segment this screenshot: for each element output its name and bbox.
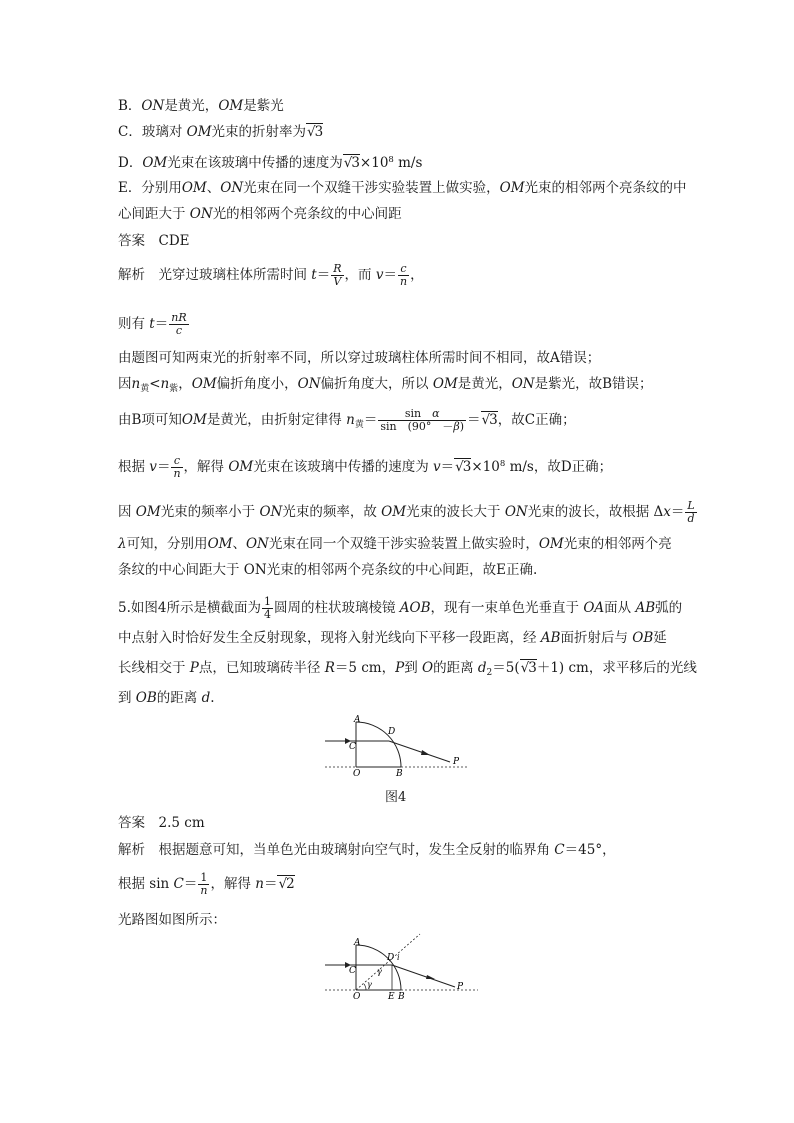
label-gamma-1: γ xyxy=(377,967,382,976)
answer-1: 答案 CDE xyxy=(118,233,190,249)
label-i: i xyxy=(397,953,400,962)
label-e: E xyxy=(388,992,395,1002)
figure-caption: 图4 xyxy=(385,790,407,805)
label-d: D xyxy=(388,727,396,737)
label-o: O xyxy=(353,769,361,779)
option-b: B．ON是黄光，OM是紫光 xyxy=(118,98,284,114)
label-b: B xyxy=(396,769,403,779)
arrow-head-2 xyxy=(421,750,430,755)
label-a: A xyxy=(354,715,361,725)
option-c: C．玻璃对 OM光束的折射率为√ 3 xyxy=(118,122,323,142)
label-gamma-2: γ xyxy=(367,980,372,989)
figure-4 xyxy=(320,712,470,780)
answer-2: 答案 2.5 cm xyxy=(118,815,205,831)
label-c: C xyxy=(349,966,356,976)
question-5-line3: 长线相交于 P点，已知玻璃砖半径 R＝5 cm，P到 O的距离 $d_2=5(√$ 3＋1) cm，求平移后的光线 xyxy=(118,658,697,683)
refracted-ray xyxy=(392,965,455,987)
label-c: C xyxy=(349,742,356,752)
analysis-f: λ可知，分别用OM、ON光束在同一个双缝干涉实验装置上做实验时，OM光束的相邻两个亮 xyxy=(118,536,672,552)
label-p: P xyxy=(453,757,460,767)
label-o: O xyxy=(353,992,361,1002)
arrow-head-2 xyxy=(426,975,435,979)
analysis-2-line3: 光路图如图所示： xyxy=(118,912,226,928)
analysis-d: 根据 v＝ $\frac{c}{n}$ ，解得 OM光束在该玻璃中传播的速度为 v＝√ $3\times 10^8$ m/s，故D正确； xyxy=(118,454,612,480)
analysis-a: 由题图可知两束光的折射率不同，所以穿过玻璃柱体所需时间不相同，故A错误； xyxy=(118,350,601,366)
option-e-line2: 心间距大于 ON光的相邻两个亮条纹的中心间距 xyxy=(118,206,402,222)
analysis-2-line1: 解析 根据题意可知，当单色光由玻璃射向空气时，发生全反射的临界角 C＝45°， xyxy=(118,842,616,858)
label-d: D xyxy=(387,953,395,963)
analysis-c: 由B项可知OM是黄光，由折射定律得 $n_黄=$ $\frac{\text{sin α}}{\sin (90^\circ -\beta)}$ ＝√ 3，故C正确； xyxy=(118,408,576,435)
question-5-line4: 到 OB的距离 d. xyxy=(118,690,215,706)
angle-arc xyxy=(364,984,366,990)
light-path-figure xyxy=(320,930,480,1005)
label-b: B xyxy=(398,992,405,1002)
analysis-1: 解析 光穿过玻璃柱体所需时间 t＝ $\frac{R}{V}$ ，而 v＝ $\frac{c}{n}$ ， xyxy=(118,262,424,288)
analysis-g: 条纹的中心间距大于 ON光束的相邻两个亮条纹的中心间距，故E正确. xyxy=(118,562,538,578)
analysis-e: 因 OM光束的频率小于 ON光束的频率，故 OM光束的波长大于 ON光束的波长，故根据 Δx＝ $\frac{L}{d}$ xyxy=(118,499,695,525)
label-p: P xyxy=(457,982,464,992)
question-5-line2: 中点射入时恰好发生全反射现象，现将入射光线向下平移一段距离，经 AB面折射后与 OB延 xyxy=(118,630,667,646)
analysis-b: 因$n_黄<n_紫$，OM偏折角度小，ON偏折角度大，所以 OM是黄光，ON是紫光，故B错误； xyxy=(118,376,653,394)
option-d: D．OM光束在该玻璃中传播的速度为√ $3\times 10^8$ m/s xyxy=(118,150,422,173)
label-a: A xyxy=(354,938,361,948)
option-e-line1: E．分别用OM、ON光束在同一个双缝干涉实验装置上做实验，OM光束的相邻两个亮条纹的中 xyxy=(118,180,687,196)
analysis-then: 则有 t＝ $\frac{nR}{c}$ xyxy=(118,311,187,337)
analysis-2-line2: 根据 sin C＝ $\frac{1}{n}$ ，解得 n＝√ 2 xyxy=(118,872,295,897)
question-5-line1: 5.如图4所示是横截面为 $\frac{1}{4}$ 圆周的柱状玻璃棱镜 AOB，现有一束单色光垂直于 OA面从 AB弧的 xyxy=(118,595,683,621)
